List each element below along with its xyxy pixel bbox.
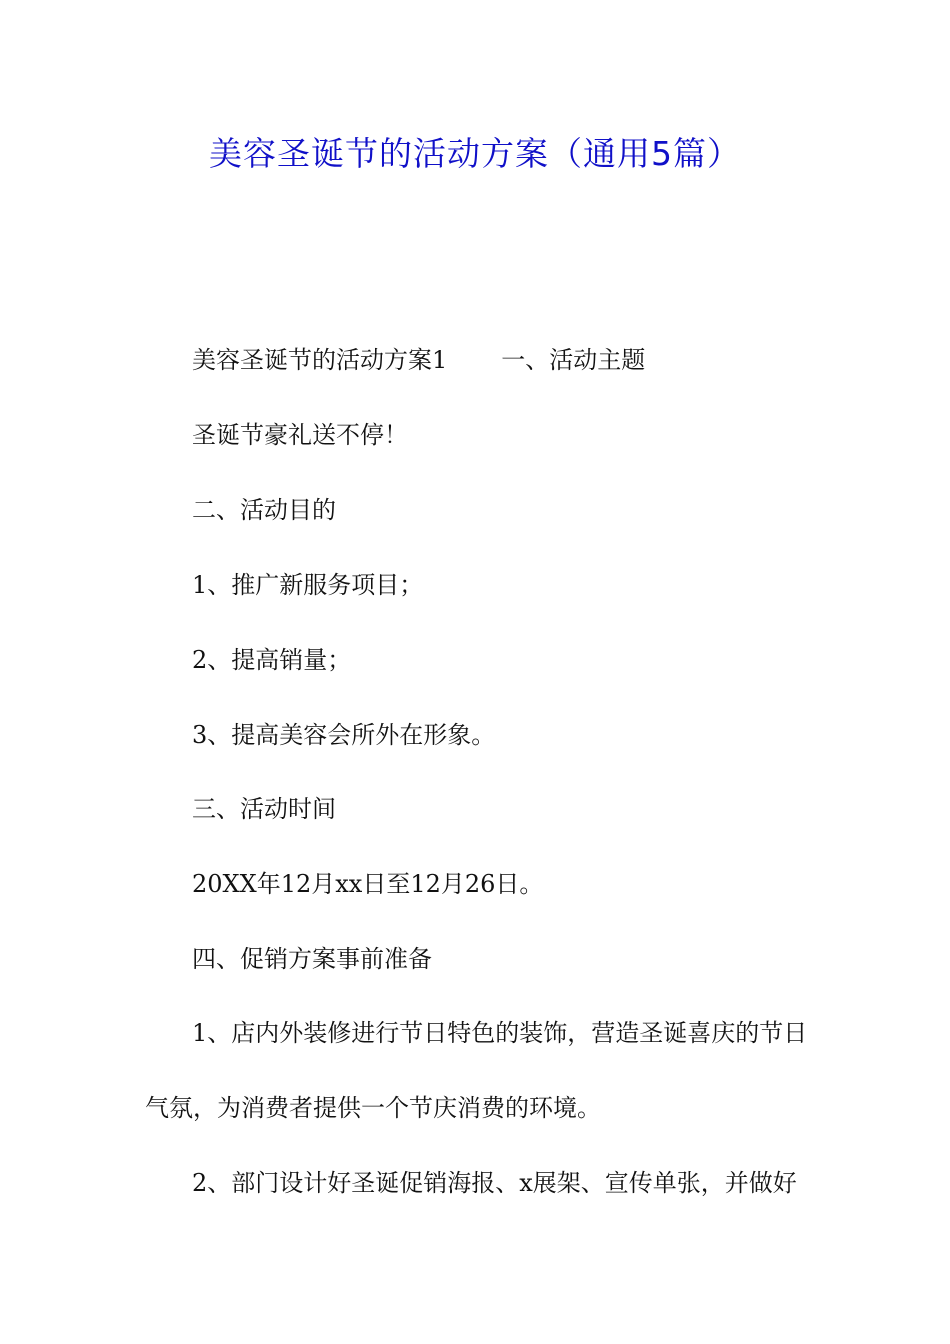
- plan-heading: 美容圣诞节的活动方案1: [192, 346, 448, 374]
- list-item: 2、部门设计好圣诞促销海报、x展架、宣传单张，并做好: [192, 1169, 797, 1197]
- list-item: 1、店内外装修进行节日特色的装饰，营造圣诞喜庆的节日: [192, 1019, 808, 1047]
- section-heading-preparation: 四、促销方案事前准备: [192, 945, 432, 973]
- list-item: 1、推广新服务项目；: [192, 571, 424, 599]
- section-heading-line: [192, 340, 645, 380]
- list-item: 3、提高美容会所外在形象。: [192, 721, 496, 749]
- section-heading-theme: 一、活动主题: [501, 346, 646, 374]
- section-heading-time: 三、活动时间: [192, 795, 336, 823]
- paragraph-continuation: 气氛，为消费者提供一个节庆消费的环境。: [145, 1094, 601, 1122]
- paragraph-line: 20XX年12月xx日至12月26日。: [192, 870, 544, 898]
- section-heading-purpose: 二、活动目的: [192, 496, 336, 524]
- paragraph-line: 圣诞节豪礼送不停！: [192, 421, 408, 449]
- document-title: 美容圣诞节的活动方案（通用5篇）: [209, 134, 741, 173]
- list-item: 2、提高销量；: [192, 646, 352, 674]
